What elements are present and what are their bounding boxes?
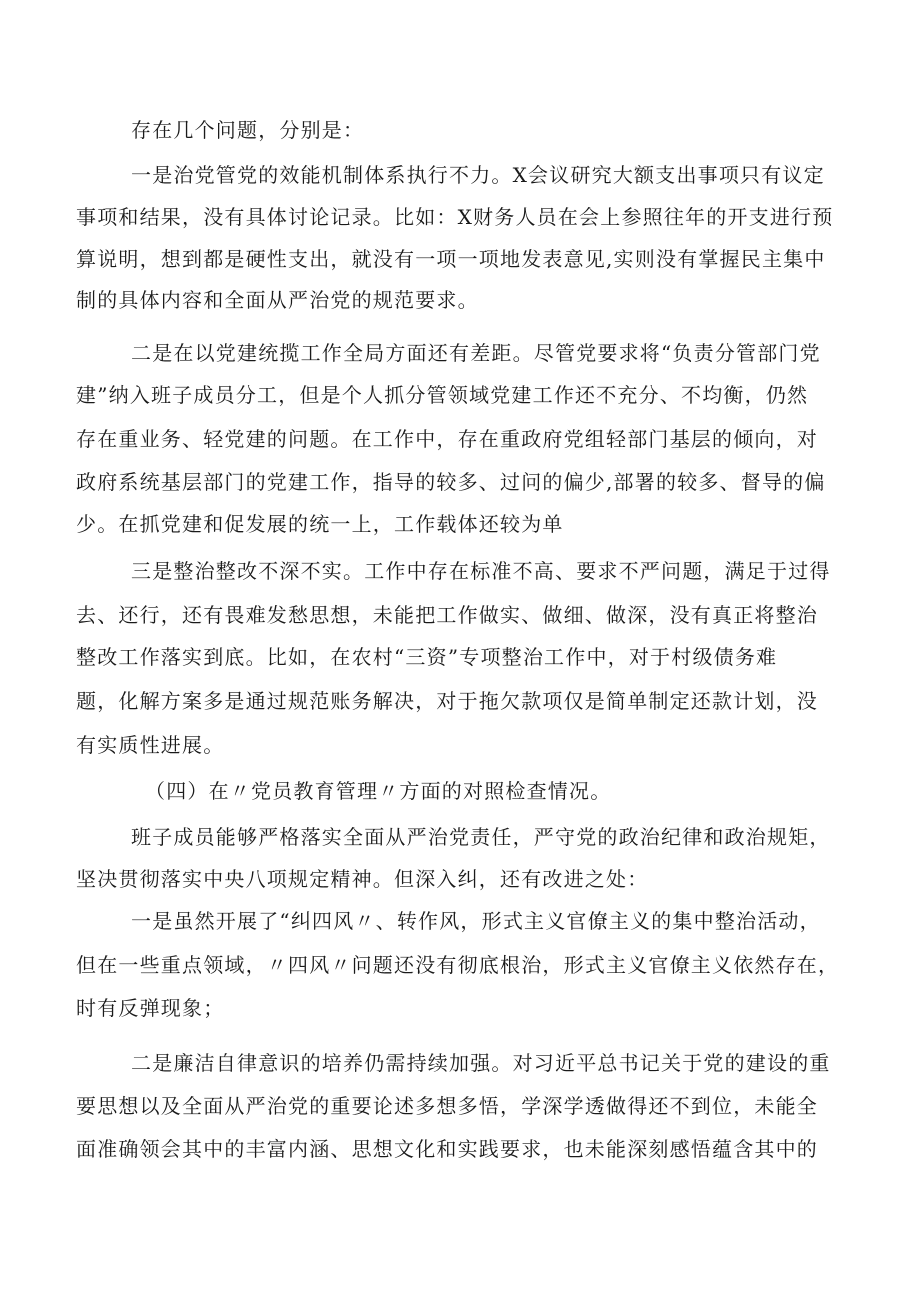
text-line-24: 面准确领会其中的丰富内涵、思想文化和实践要求，也未能深刻感悟蕴含其中的 [76,1137,818,1161]
text-line-18: 坚决贯彻落实中央八项规定精神。但深入纠，还有改进之处： [76,867,649,891]
text-line-19: 一是虽然开展了“纠四风〃、转作风，形式主义官僚主义的集中整治活动， [131,909,821,933]
text-line-9: 政府系统基层部门的党建工作，指导的较多、过问的偏少,部署的较多、督导的偏 [76,470,826,494]
text-line-2: 一是治党管党的效能机制体系执行不力。X会议研究大额支出事项只有议定 [131,163,825,187]
text-line-12: 去、还行，还有畏难发愁思想，未能把工作做实、做细、做深，没有真正将整治 [76,603,818,627]
section-heading-4: （四）在〃党员教育管理〃方面的对照检查情况。 [145,779,612,803]
text-line-14: 题，化解方案多是通过规范账务解决，对于拖欠款项仅是简单制定还款计划，没 [76,689,818,713]
text-line-4: 算说明，想到都是硬性支出，就没有一项一项地发表意见,实则没有掌握民主集中 [76,247,826,271]
text-line-23: 要思想以及全面从严治党的重要论述多想多悟，学深学透做得还不到位，未能全 [76,1094,818,1118]
text-line-5: 制的具体内容和全面从严治党的规范要求。 [76,288,479,312]
text-line-10: 少。在抓党建和促发展的统一上，工作载体还较为单 [76,512,564,536]
text-line-3: 事项和结果，没有具体讨论记录。比如：X财务人员在会上参照往年的开支进行预 [76,205,834,229]
text-line-8: 存在重业务、轻党建的问题。在工作中，存在重政府党组轻部门基层的倾向，对 [76,427,818,451]
text-line-15: 有实质性进展。 [76,733,225,757]
text-line-7: 建”纳入班子成员分工，但是个人抓分管领域党建工作还不充分、不均衡，仍然 [76,383,809,407]
text-line-6: 二是在以党建统揽工作全局方面还有差距。尽管党要求将“负责分管部门党 [131,341,821,365]
text-line-20: 但在一些重点领域，〃四风〃问题还没有彻底根治，形式主义官僚主义依然存在， [76,953,840,977]
text-line-17: 班子成员能够严格落实全面从严治党责任，严守党的政治纪律和政治规矩， [131,825,831,849]
text-line-22: 二是廉洁自律意识的培养仍需持续加强。对习近平总书记关于党的建设的重 [131,1051,831,1075]
text-line-21: 时有反弹现象； [76,996,225,1020]
text-line-1: 存在几个问题，分别是： [131,118,365,142]
text-line-11: 三是整治整改不深不实。工作中存在标准不高、要求不严问题，满足于过得 [131,559,831,583]
text-line-13: 整改工作落实到底。比如，在农村“三资”专项整治工作中，对于村级债务难 [76,645,778,669]
